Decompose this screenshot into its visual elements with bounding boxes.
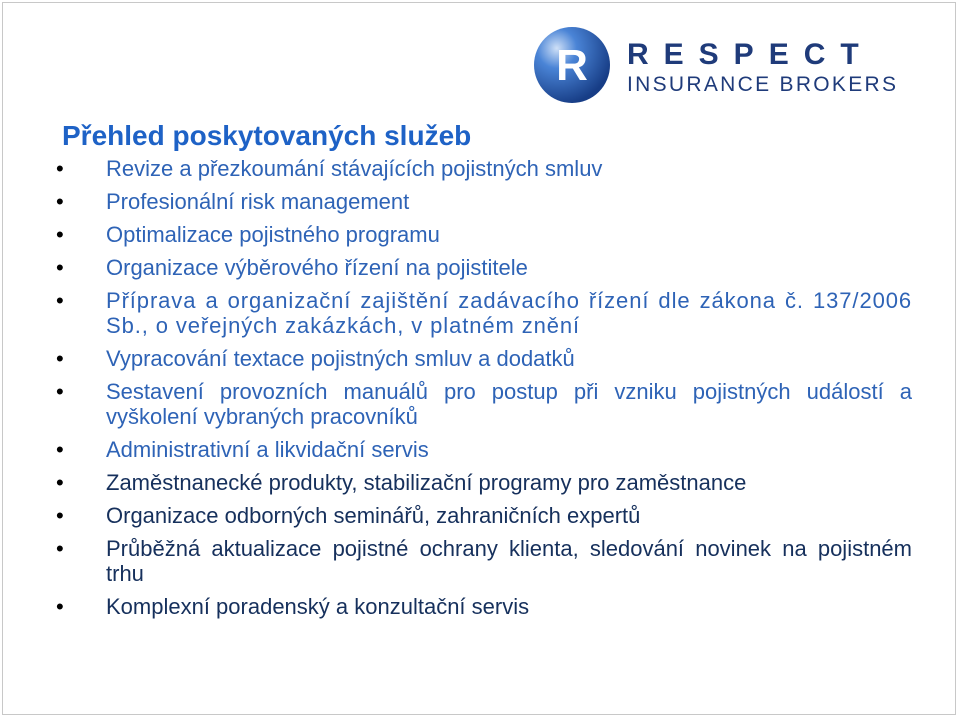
- list-item: • Optimalizace pojistného programu: [56, 222, 912, 247]
- list-item: • Administrativní a likvidační servis: [56, 437, 912, 462]
- respect-logo: [533, 26, 913, 106]
- logo-subtitle: INSURANCE BROKERS: [627, 73, 899, 96]
- list-item: • Organizace odborných seminářů, zahraničních expertů: [56, 503, 912, 528]
- logo-sphere-icon: [533, 26, 611, 104]
- services-list: [56, 156, 912, 627]
- logo-name: RESPECT: [627, 38, 874, 71]
- list-item: • Sestavení provozních manuálů pro postup při vzniku pojistných událostí a vyškolení vybraných pracovníků: [56, 379, 912, 429]
- list-item: • Příprava a organizační zajištění zadávacího řízení dle zákona č. 137/2006 Sb., o veřejných zakázkách, v platném znění: [56, 288, 912, 338]
- page-title: Přehled poskytovaných služeb: [62, 120, 472, 151]
- list-item: • Profesionální risk management: [56, 189, 912, 214]
- list-item: • Vypracování textace pojistných smluv a dodatků: [56, 346, 912, 371]
- logo-letter: R: [556, 41, 588, 90]
- list-item: • Zaměstnanecké produkty, stabilizační programy pro zaměstnance: [56, 470, 912, 495]
- list-item: • Průběžná aktualizace pojistné ochrany klienta, sledování novinek na pojistném trhu: [56, 536, 912, 586]
- list-item: • Revize a přezkoumání stávajících pojistných smluv: [56, 156, 912, 181]
- list-item: • Organizace výběrového řízení na pojistitele: [56, 255, 912, 280]
- list-item: • Komplexní poradenský a konzultační servis: [56, 594, 912, 619]
